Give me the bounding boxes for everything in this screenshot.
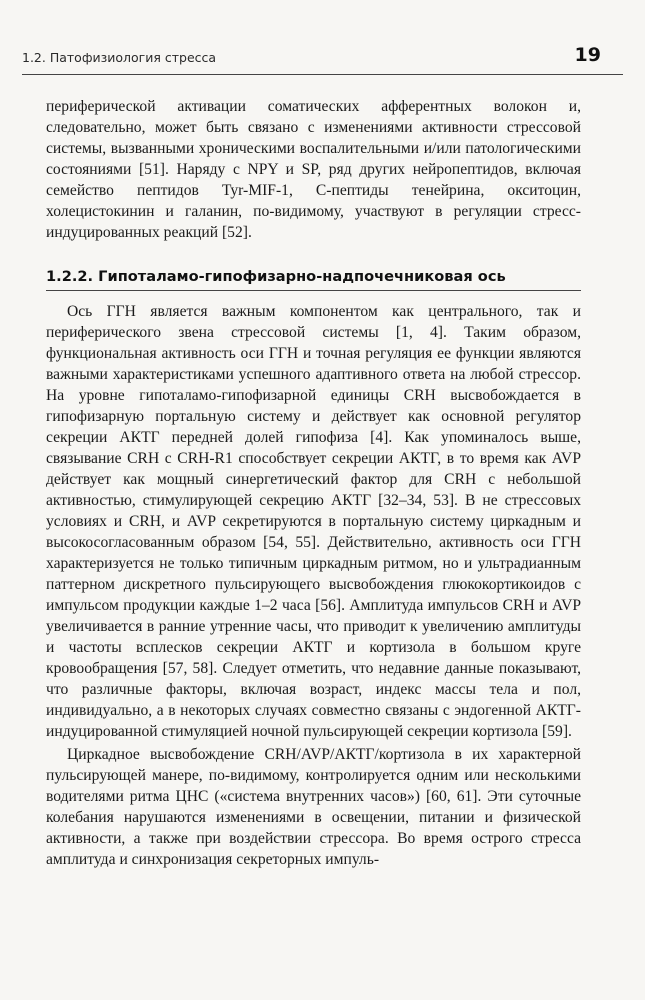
- page-number: 19: [574, 44, 601, 66]
- paragraph-circadian: Циркадное высвобождение CRH/AVP/АКТГ/кортизола в их характерной пульсирующей манере, по-видимому, контролируется одним или несколькими водителями ритма ЦНС («система внутренних часов») [60, 61]. Эти суточные колебания нарушаются изменениями в освещении, питании и физической активности, а также при воздействии стрессора. Во время острого стресса амплитуда и синхронизация секреторных импуль-: [46, 746, 581, 868]
- section-heading: 1.2.2. Гипоталамо-гипофизарно-надпочечниковая ось: [46, 267, 581, 291]
- paragraph-hpa-axis: Ось ГГН является важным компонентом как центрального, так и периферического звена стрессовой системы [1, 4]. Таким образом, функциональная активность оси ГГН и точная регуляция ее функции являются важными характеристиками успешного адаптивного ответа на любой стрессор. На уровне гипоталамо-гипофизарной единицы CRH высвобождается в гипофизарную портальную систему и действует как основной регулятор секреции АКТГ передней долей гипофиза [4]. Как упоминалось выше, связывание CRH с CRH-R1 способствует секреции АКТГ, в то время как AVP действует как мощный синергетический фактор для CRH с небольшой активностью, стимулирующей секрецию АКТГ [32–34, 53]. В не стрессовых условиях и CRH, и AVP секретируются в портальную систему циркадным и высокосогласованным образом [54, 55]. Действительно, активность оси ГГН характеризуется не только типичным циркадным ритмом, но и ультрадианным паттерном дискретного пульсирующего высвобождения глюкокортикоидов с импульсом продукции каждые 1–2 часа [56]. Амплитуда импульсов CRH и AVP увеличивается в ранние утренние часы, что приводит к увеличению амплитуды и частоты всплесков секреции АКТГ и кортизола в большом круге кровообращения [57, 58]. Следует отметить, что недавние данные показывают, что различные факторы, включая возраст, индекс массы тела и пол, индивидуально, а в некоторых случаях совместно связаны с эндогенной АКТГ-индуцированной стимуляцией ночной пульсирующей секреции кортизола [59].: [46, 303, 581, 740]
- page-body: [46, 96, 581, 870]
- page-header: [22, 44, 623, 75]
- paragraph-continued: периферической активации соматических афферентных волокон и, следовательно, может быть связано с изменениями активности стрессовой системы, вызванными хроническими воспалительными и/или патологическими состояниями [51]. Наряду с NPY и SP, ряд других нейропептидов, включая семейство пептидов Tyr-MIF-1, С-пептиды тенейрина, окситоцин, холецистокинин и галанин, по-видимому, участвуют в регуляции стресс-индуцированных реакций [52].: [46, 98, 581, 241]
- running-head: 1.2. Патофизиология стресса: [22, 50, 217, 65]
